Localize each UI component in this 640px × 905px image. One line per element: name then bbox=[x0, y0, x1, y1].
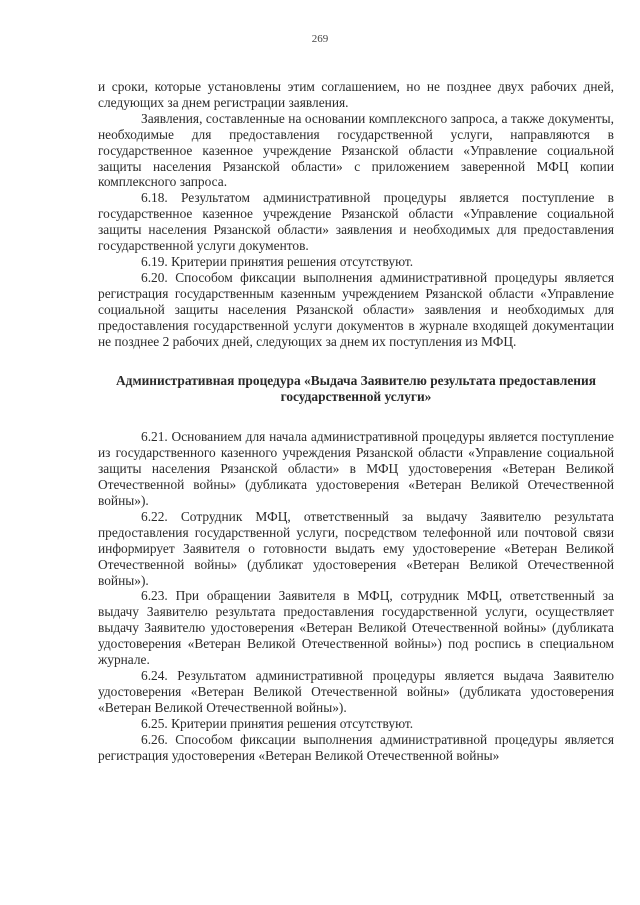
paragraph-6-23: 6.23. При обращении Заявителя в МФЦ, сотрудник МФЦ, ответственный за выдачу Заявителю результата предоставления государственной услуги, осуществляет выдачу Заявителю удостоверения «Ветеран Великой Отечественной войны» (дубликата удостоверения «Ветеран Великой Отечественной войны») под роспись в специальном журнале. bbox=[98, 588, 614, 668]
document-body bbox=[98, 79, 614, 763]
paragraph-continuation: и сроки, которые установлены этим соглашением, но не позднее двух рабочих дней, следующих за днем регистрации заявления. bbox=[98, 79, 614, 110]
paragraph-6-21: 6.21. Основанием для начала административной процедуры является поступление из государственного казенного учреждения Рязанской области «Управление социальной защиты населения Рязанской области» в МФЦ удостоверения «Ветеран Великой Отечественной войны» (дубликата удостоверения «Ветеран Великой Отечественной войны»). bbox=[98, 429, 614, 509]
paragraph-6-22: 6.22. Сотрудник МФЦ, ответственный за выдачу Заявителю результата предоставления государственной услуги, посредством телефонной или почтовой связи информирует Заявителя о готовности выдать ему удостоверение «Ветеран Великой Отечественной войны» (дубликат удостоверения «Ветеран Великой Отечественной войны»). bbox=[98, 508, 614, 588]
page-number: 269 bbox=[311, 33, 329, 45]
paragraph-6-24: 6.24. Результатом административной процедуры является выдача Заявителю удостоверения «Ветеран Великой Отечественной войны» (дубликата удостоверения «Ветеран Великой Отечественной войны»). bbox=[98, 668, 614, 715]
section-heading: Административная процедура «Выдача Заявителю результата предоставления государственной услуги» bbox=[116, 373, 596, 405]
paragraph-6-20: 6.20. Способом фиксации выполнения административной процедуры является регистрация государственным казенным учреждением Рязанской области «Управление социальной защиты населения Рязанской области» заявления и необходимых для предоставления государственной услуги документов в журнале входящей документации не позднее 2 рабочих дней, следующих за днем их поступления из МФЦ. bbox=[98, 269, 614, 349]
paragraph-complex-request: Заявления, составленные на основании комплексного запроса, а также документы, необходимые для предоставления государственной услуги, направляются в государственное казенное учреждение Рязанской области «Управление социальной защиты населения Рязанской области» с приложением заверенной МФЦ копии комплексного запроса. bbox=[98, 110, 614, 190]
paragraph-6-26: 6.26. Способом фиксации выполнения административной процедуры является регистрация удостоверения «Ветеран Великой Отечественной войны» bbox=[98, 731, 614, 763]
paragraph-6-18: 6.18. Результатом административной процедуры является поступление в государственное казенное учреждение Рязанской области «Управление социальной защиты населения Рязанской области» заявления и необходимых для предоставления государственной услуги документов. bbox=[98, 190, 614, 254]
paragraph-6-19: 6.19. Критерии принятия решения отсутствуют. bbox=[141, 253, 414, 269]
paragraph-6-25: 6.25. Критерии принятия решения отсутствуют. bbox=[141, 715, 414, 731]
